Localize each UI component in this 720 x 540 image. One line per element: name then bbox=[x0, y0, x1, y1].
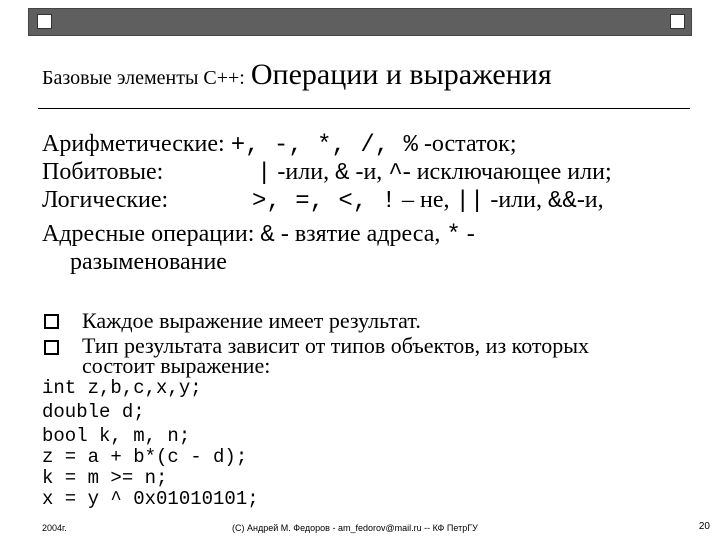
slide-title bbox=[42, 58, 552, 92]
bit-xor-text: - исключающее или; bbox=[402, 159, 612, 185]
arith-rest: -остаток; bbox=[423, 131, 517, 157]
arith-line bbox=[42, 130, 517, 160]
addr-continuation: разыменование bbox=[70, 249, 227, 275]
title-divider bbox=[38, 108, 690, 109]
log-or-op: || bbox=[455, 188, 485, 215]
bit-label: Побитовые: bbox=[42, 159, 164, 185]
section-label: Базовые элементы C++: bbox=[42, 67, 245, 89]
log-and-op: && bbox=[548, 188, 577, 215]
bullet-text: Тип результата зависит от типов объектов, из которых bbox=[82, 333, 590, 358]
square-icon bbox=[670, 14, 685, 29]
footer-year: 2004г. bbox=[42, 523, 67, 533]
addr-line bbox=[42, 220, 475, 250]
bullet-icon bbox=[44, 340, 59, 355]
code-line: bool k, m, n; bbox=[42, 425, 191, 447]
addr-star-op: * bbox=[446, 222, 461, 249]
code-line: double d; bbox=[42, 401, 145, 423]
code-line: x = y ^ 0x01010101; bbox=[42, 488, 259, 510]
log-ops: >, =, <, ! bbox=[252, 188, 397, 215]
log-not-text: – не, bbox=[402, 187, 450, 213]
code-line: k = m >= n; bbox=[42, 467, 168, 489]
bit-or-text: -или, bbox=[277, 159, 330, 185]
bit-or-op: | bbox=[257, 160, 272, 187]
square-icon bbox=[37, 14, 52, 29]
addr-amp-text: - взятие адреса, bbox=[280, 221, 441, 247]
bullet-text: Каждое выражение имеет результат. bbox=[82, 308, 421, 333]
bit-line bbox=[42, 158, 612, 188]
log-label: Логические: bbox=[42, 187, 169, 213]
code-line: z = a + b*(c - d); bbox=[42, 446, 248, 468]
arith-label: Арифметические: bbox=[42, 131, 225, 157]
arith-ops: +, -, *, /, % bbox=[230, 132, 418, 159]
bullet-icon bbox=[44, 314, 59, 329]
addr-label: Адресные операции: bbox=[42, 221, 255, 247]
title-text: Операции и выражения bbox=[250, 58, 552, 91]
bullet-text-continuation: состоит выражение: bbox=[82, 353, 271, 378]
bit-and-text: -и, bbox=[355, 159, 383, 185]
bit-xor-op: ^ bbox=[388, 160, 403, 187]
log-and-text: -и, bbox=[576, 187, 604, 213]
footer-author: (C) Андрей М. Федоров - am_fedorov@mail.ru -- КФ ПетрГУ bbox=[232, 523, 478, 533]
log-or-text: -или, bbox=[490, 187, 542, 213]
page-number: 20 bbox=[698, 521, 710, 532]
addr-amp-op: & bbox=[260, 222, 275, 249]
log-line bbox=[42, 186, 604, 216]
addr-star-text: - bbox=[466, 221, 475, 247]
code-line: int z,b,c,x,y; bbox=[42, 377, 202, 399]
top-bar bbox=[28, 8, 692, 36]
bit-and-op: & bbox=[335, 160, 350, 187]
